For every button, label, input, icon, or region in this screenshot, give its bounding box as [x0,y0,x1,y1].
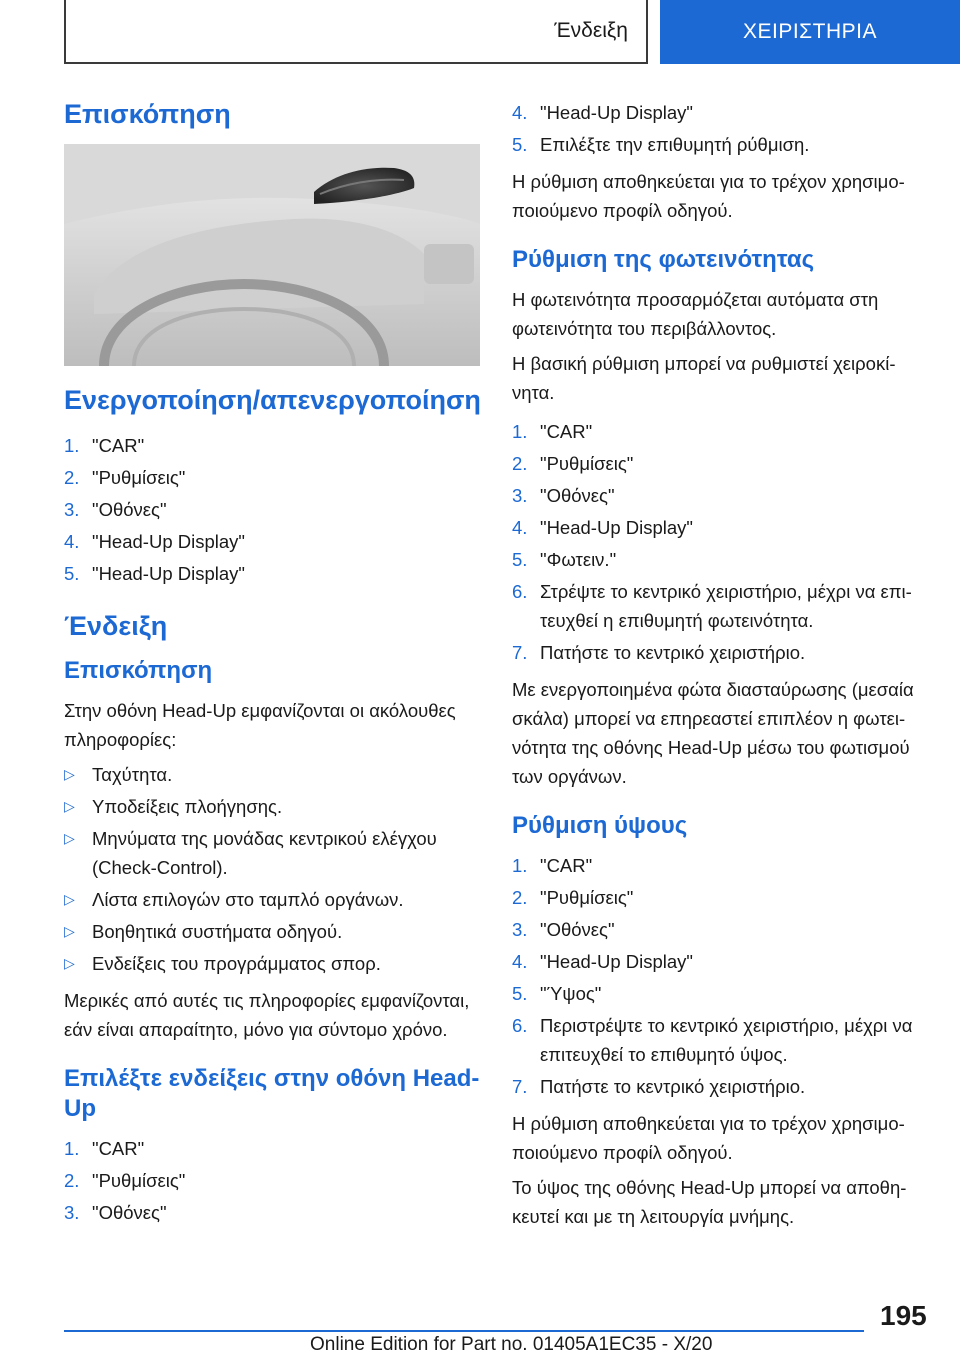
footer-edition: Online Edition for Part no. 01405A1EC35 - X/20 [310,1334,713,1355]
step-text: "Οθόνες" [540,919,615,940]
step-number: 7. [512,642,528,663]
list-item [64,917,484,946]
select-heading: Επιλέξτε ενδείξεις στην οθόνη Head-Up [64,1065,480,1123]
step-text: "CAR" [540,421,593,442]
list-item [64,495,484,524]
triangle-bullet-icon: ▷ [64,830,75,847]
header-section-tab [64,0,648,64]
step-number: 6. [512,581,528,602]
list-item [512,545,928,574]
step-number: 2. [512,887,528,908]
bullet-text: Υποδείξεις πλοήγησης. [92,796,283,818]
step-text: "Οθόνες" [540,485,615,506]
list-item [512,1072,928,1101]
right-column [512,98,928,1237]
step-text: "Φωτειν." [540,549,617,570]
list-item [64,760,484,789]
triangle-bullet-icon: ▷ [64,766,75,783]
overview-heading: Επισκόπηση [64,99,231,129]
list-item [512,481,928,510]
list-item [512,130,928,159]
header-chapter-label: ΧΕΙΡΙΣΤΗΡΙΑ [742,20,877,43]
list-item [64,1198,484,1227]
brightness-paragraph-1: Η φωτεινότητα προσαρμόζεται αυτόματα στη φωτεινότητα του περιβάλλοντος. [512,289,879,339]
step-text: "Ρυθμίσεις" [92,1170,186,1192]
bullet-text: Ενδείξεις του προγράμματος σπορ. [92,953,381,975]
step-text: Στρέψτε το κεντρικό χειριστήριο, μέχρι να επιτευχθεί η επιθυμητή φωτεινότητα. [540,581,912,631]
step-number: 2. [64,1170,80,1192]
step-text: "Head-Up Display" [540,951,693,972]
bullet-text: Μηνύματα της μονάδας κεντρικού ελέγχου (Check-Control). [92,828,437,879]
bullet-text: Ταχύτητα. [92,764,173,786]
step-text: "CAR" [540,855,593,876]
select-steps [64,1134,484,1227]
list-item [512,417,928,446]
list-item [512,98,928,127]
height-note-1: Η ρύθμιση αποθηκεύεται για το τρέχον χρησιμοποιούμενο προφίλ οδηγού. [512,1113,905,1163]
step-number: 7. [512,1076,528,1097]
page-number: 195 [880,1300,927,1331]
list-item [512,513,928,542]
step-number: 2. [512,453,528,474]
list-item [512,851,928,880]
display-intro: Στην οθόνη Head-Up εμφανίζονται οι ακόλουθες πληροφορίες: [64,700,456,751]
step-number: 2. [64,466,80,488]
step-text: "CAR" [92,1138,145,1160]
footer-divider [64,1330,864,1332]
list-item [512,915,928,944]
header-chapter-tab [660,0,960,64]
list-item [64,885,484,914]
step-text: Επιλέξτε την επιθυμητή ρύθμιση. [540,134,810,155]
bullet-text: Λίστα επιλογών στο ταμπλό οργάνων. [92,889,404,911]
step-number: 5. [512,134,528,155]
display-overview-heading: Επισκόπηση [64,657,213,685]
step-number: 5. [512,549,528,570]
step-text: "Ρυθμίσεις" [92,466,186,488]
head-up-display-photo [64,144,480,366]
step-number: 4. [512,951,528,972]
step-number: 3. [512,485,528,506]
triangle-bullet-icon: ▷ [64,923,75,940]
list-item [512,883,928,912]
step-number: 1. [64,1138,80,1160]
activate-steps [64,431,484,588]
list-item [512,947,928,976]
activate-heading: Ενεργοποίηση/απενεργοποίηση [64,385,481,416]
step-number: 4. [512,102,528,123]
step-text: Πατήστε το κεντρικό χειριστήριο. [540,1076,806,1097]
triangle-bullet-icon: ▷ [64,955,75,972]
step-text: Πατήστε το κεντρικό χειριστήριο. [540,642,806,663]
left-column [64,98,484,1235]
list-item [64,431,484,460]
bullet-text: Βοηθητικά συστήματα οδηγού. [92,921,343,943]
display-heading: Ένδειξη [64,610,168,641]
step-number: 1. [512,421,528,442]
step-text: "Head-Up Display" [92,562,245,584]
step-text: "Head-Up Display" [540,517,693,538]
brightness-heading: Ρύθμιση της φωτεινότητας [512,246,815,273]
step-number: 4. [64,530,80,552]
list-item [512,449,928,478]
list-item [64,1134,484,1163]
step-text: "Οθόνες" [92,498,167,520]
list-item [64,1166,484,1195]
step-number: 3. [64,1202,80,1224]
step-number: 6. [512,1015,528,1036]
list-item [64,792,484,821]
triangle-bullet-icon: ▷ [64,798,75,815]
display-bullets [64,760,484,978]
step-text: "Ρυθμίσεις" [540,887,634,908]
height-heading: Ρύθμιση ύψους [512,812,688,839]
brightness-paragraph-2: Η βασική ρύθμιση μπορεί να ρυθμιστεί χειροκίνητα. [512,353,896,403]
select-note: Η ρύθμιση αποθηκεύεται για το τρέχον χρησιμοποιούμενο προφίλ οδηγού. [512,171,905,221]
step-text: "CAR" [92,434,145,456]
list-item [64,527,484,556]
step-number: 5. [64,562,80,584]
step-number: 3. [64,498,80,520]
height-steps [512,851,928,1101]
brightness-note: Με ενεργοποιημένα φώτα διασταύρωσης (μεσαία σκάλα) μπορεί να επηρεαστεί επιπλέον η φωτεινότητα της οθόνης Head-Up μέσω του φωτισμού των οργάνων. [512,679,914,787]
step-number: 1. [512,855,528,876]
header-section-label: Ένδειξη [554,19,628,42]
step-text: "Ύψος" [540,983,602,1004]
step-number: 1. [64,434,80,456]
step-number: 5. [512,983,528,1004]
list-item [64,949,484,978]
step-text: "Ρυθμίσεις" [540,453,634,474]
display-note: Μερικές από αυτές τις πληροφορίες εμφανίζονται, εάν είναι απαραίτητο, μόνο για σύντομο χρόνο. [64,990,470,1041]
step-number: 3. [512,919,528,940]
step-number: 4. [512,517,528,538]
brightness-steps [512,417,928,667]
dashboard-illustration [64,144,480,366]
list-item [512,1011,928,1069]
step-text: "Head-Up Display" [540,102,693,123]
list-item [64,824,484,882]
list-item [512,577,928,635]
triangle-bullet-icon: ▷ [64,891,75,908]
list-item [64,559,484,588]
step-text: "Head-Up Display" [92,530,245,552]
step-text: Περιστρέψτε το κεντρικό χειριστήριο, μέχρι να επιτευχθεί το επιθυμητό ύψος. [540,1015,913,1065]
step-text: "Οθόνες" [92,1202,167,1224]
list-item [512,638,928,667]
height-note-2: Το ύψος της οθόνης Head-Up μπορεί να αποθηκευτεί και με τη λειτουργία μνήμης. [512,1177,907,1227]
select-steps-continued [512,98,928,159]
list-item [64,463,484,492]
list-item [512,979,928,1008]
